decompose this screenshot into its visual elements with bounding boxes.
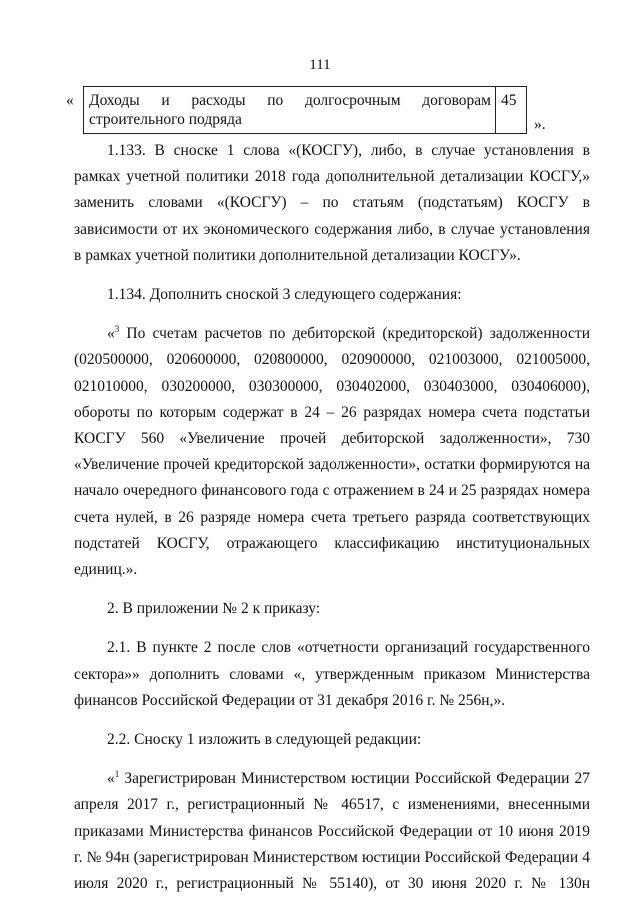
footnote-1-text: Зарегистрирован Министерством юстиции Российской Федерации 27 апреля 2017 г., регистрационный № 46517, с изменениями, внесенными приказами Министерства финансов Российской Федерации от 10 июня 2019 г. № 94н (зарегистрирован Министерством юстиции Российской Федерации 4 июля 2020 г., регистрационный № 55140), от 30 июня 2020 г. № 130н (74, 770, 590, 893)
table-close-quote: ». (534, 116, 546, 133)
footnote-3-marker: 3 (114, 324, 120, 335)
footnote-3-paragraph (74, 321, 590, 583)
page-number: 111 (309, 57, 331, 73)
footnote-1-open-quote: « (107, 770, 115, 788)
footnote-1-paragraph (74, 766, 590, 897)
paragraph-2: 2. В приложении № 2 к приказу: (107, 600, 321, 618)
paragraph-1-133: 1.133. В сноске 1 слова «(КОСГУ), либо, в случае установления в рамках учетной политики 2018 года дополнительной детализации КОСГУ,» заменить словами «(КОСГУ) – по статьям (подстатьям) КОСГУ в зависимости от их экономического содержания либо, в случае установления в рамках учетной политики дополнительной детализации КОСГУ». (74, 142, 590, 264)
footnote-1-marker: 1 (114, 769, 120, 780)
paragraph-1-134: 1.134. Дополнить сноской 3 следующего содержания: (107, 286, 462, 304)
document-body (74, 138, 590, 897)
table-cell-name-line1: Доходы и расходы по долгосрочным договорам (89, 92, 491, 109)
kosgu-table (83, 86, 527, 134)
table-open-quote: « (66, 92, 74, 109)
table-cell-name (84, 87, 496, 133)
paragraph-2-1: 2.1. В пункте 2 после слов «отчетности организаций государственного сектора»» дополнить словами «, утвержденным приказом Министерства финансов Российской Федерации от 31 декабря 2016 г. № 256н,». (74, 639, 590, 709)
footnote-3-open-quote: « (107, 325, 115, 343)
footnote-3-text: По счетам расчетов по дебиторской (кредиторской) задолженности (020500000, 020600000, 020800000, 020900000, 021003000, 021005000, 021010000, 030200000, 030300000, 030402000, 030403000, 030406000), обороты по которым содержат в 24 – 26 разрядах номера счета подстатьи КОСГУ 560 «Увеличение прочей дебиторской задолженности», 730 «Увеличение прочей кредиторской задолженности», остатки формируются на начало очередного финансового года с отражением в 24 и 25 разрядах номера счета нулей, в 26 разряде номера счета третьего разряда соответствующих подстатей КОСГУ, отражающего классификацию институциональных единиц.». (74, 325, 590, 579)
table-cell-name-line2: строительного подряда (89, 111, 242, 128)
table-cell-code: 45 (496, 87, 527, 133)
paragraph-2-2: 2.2. Сноску 1 изложить в следующей редакции: (107, 731, 422, 749)
